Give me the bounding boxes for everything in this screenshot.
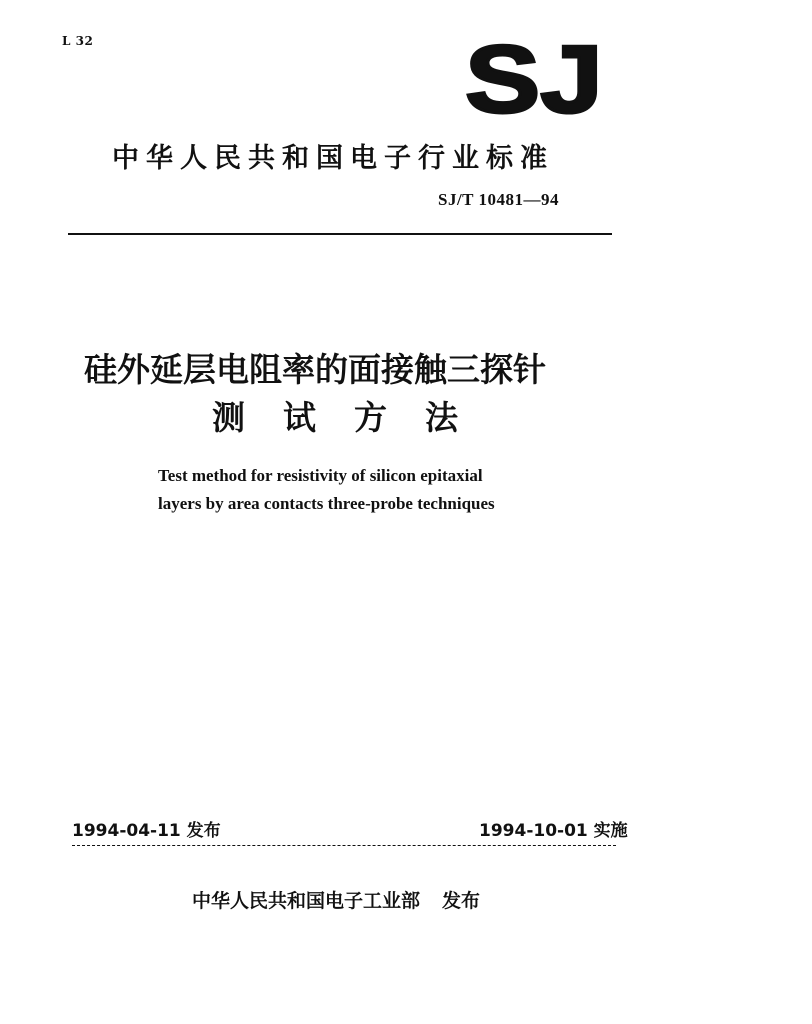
standard-number: SJ/T 10481—94 <box>438 190 559 209</box>
org-title: 中华人民共和国电子行业标准 <box>112 143 554 174</box>
en-title <box>158 462 495 518</box>
sj-logo-text: SJ <box>465 36 603 116</box>
sj-logo <box>464 36 604 116</box>
en-title-line1: Test method for resistivity of silicon epitaxial <box>158 466 483 485</box>
bottom-divider <box>72 845 616 846</box>
cn-title-line1: 硅外延层电阻率的面接触三探针 <box>84 350 546 389</box>
publisher-action: 发布 <box>442 890 481 912</box>
classification-code: L 32 <box>62 34 94 48</box>
publisher-name: 中华人民共和国电子工业部 <box>192 890 421 912</box>
en-title-line2: layers by area contacts three-probe techniques <box>158 494 495 513</box>
cn-title-line2: 测试方法 <box>212 398 496 437</box>
issue-date: 1994-04-11 发布 <box>72 821 221 841</box>
publisher <box>192 886 480 913</box>
top-divider <box>68 233 612 235</box>
implementation-date: 1994-10-01 实施 <box>479 821 628 841</box>
